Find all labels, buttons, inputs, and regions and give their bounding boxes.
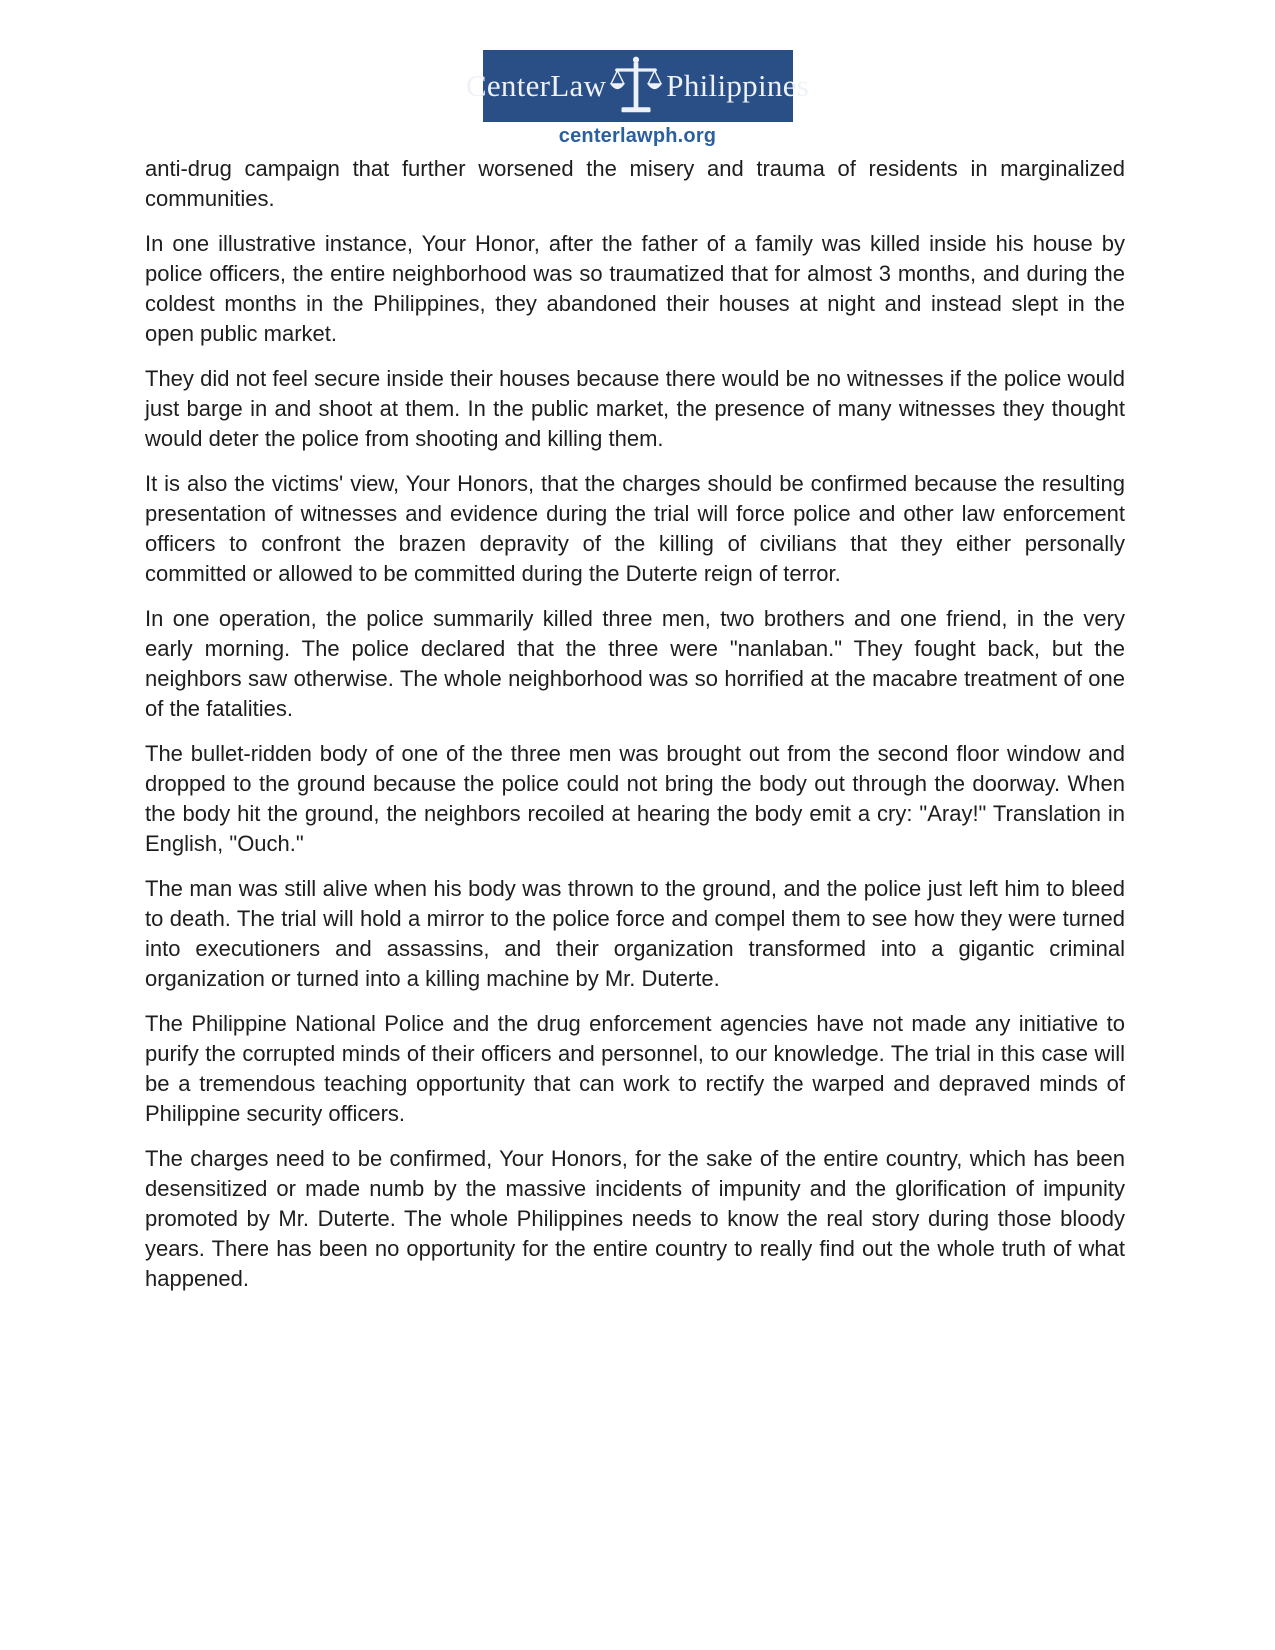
scales-of-justice-icon <box>607 55 665 117</box>
paragraph: The bullet-ridden body of one of the three men was brought out from the second floor window and dropped to the ground because the police could not bring the body out through the doorway. When the body hit the ground, the neighbors recoiled at hearing the body emit a cry: "Aray!" Translation in English, "Ouch." <box>145 741 1125 856</box>
document-body <box>145 154 1125 1294</box>
logo-banner <box>465 50 810 122</box>
paragraph: It is also the victims' view, Your Honors, that the charges should be confirmed because the resulting presentation of witnesses and evidence during the trial will force police and other law enforcement officers to confront the brazen depravity of the killing of civilians that they either personally committed or allowed to be committed during the Duterte reign of terror. <box>145 471 1125 586</box>
letterhead <box>0 50 1275 147</box>
paragraph: In one illustrative instance, Your Honor, after the father of a family was killed inside his house by police officers, the entire neighborhood was so traumatized that for almost 3 months, and during the coldest months in the Philippines, they abandoned their houses at night and instead slept in the open public market. <box>145 231 1125 346</box>
paragraph: They did not feel secure inside their houses because there would be no witnesses if the police would just barge in and shoot at them. In the public market, the presence of many witnesses they thought would deter the police from shooting and killing them. <box>145 366 1125 451</box>
paragraph: The charges need to be confirmed, Your Honors, for the sake of the entire country, which has been desensitized or made numb by the massive incidents of impunity and the glorification of impunity promoted by Mr. Duterte. The whole Philippines needs to know the real story during those bloody years. There has been no opportunity for the entire country to really find out the whole truth of what happened. <box>145 1146 1125 1291</box>
paragraph: The man was still alive when his body was thrown to the ground, and the police just left him to bleed to death. The trial will hold a mirror to the police force and compel them to see how they were turned into executioners and assassins, and their organization transformed into a gigantic criminal organization or turned into a killing machine by Mr. Duterte. <box>145 876 1125 991</box>
paragraph: The Philippine National Police and the drug enforcement agencies have not made any initiative to purify the corrupted minds of their officers and personnel, to our knowledge. The trial in this case will be a tremendous teaching opportunity that can work to rectify the warped and depraved minds of Philippine security officers. <box>145 1011 1125 1126</box>
logo-text-left: CenterLaw <box>465 68 607 103</box>
paragraph: In one operation, the police summarily killed three men, two brothers and one friend, in the very early morning. The police declared that the three were "nanlaban." They fought back, but the neighbors saw otherwise. The whole neighborhood was so horrified at the macabre treatment of one of the fatalities. <box>145 606 1125 721</box>
logo-text-right: Philippines <box>666 68 810 103</box>
paragraph: anti-drug campaign that further worsened the misery and trauma of residents in marginalized communities. <box>145 156 1125 211</box>
site-url: centerlawph.org <box>558 125 717 147</box>
